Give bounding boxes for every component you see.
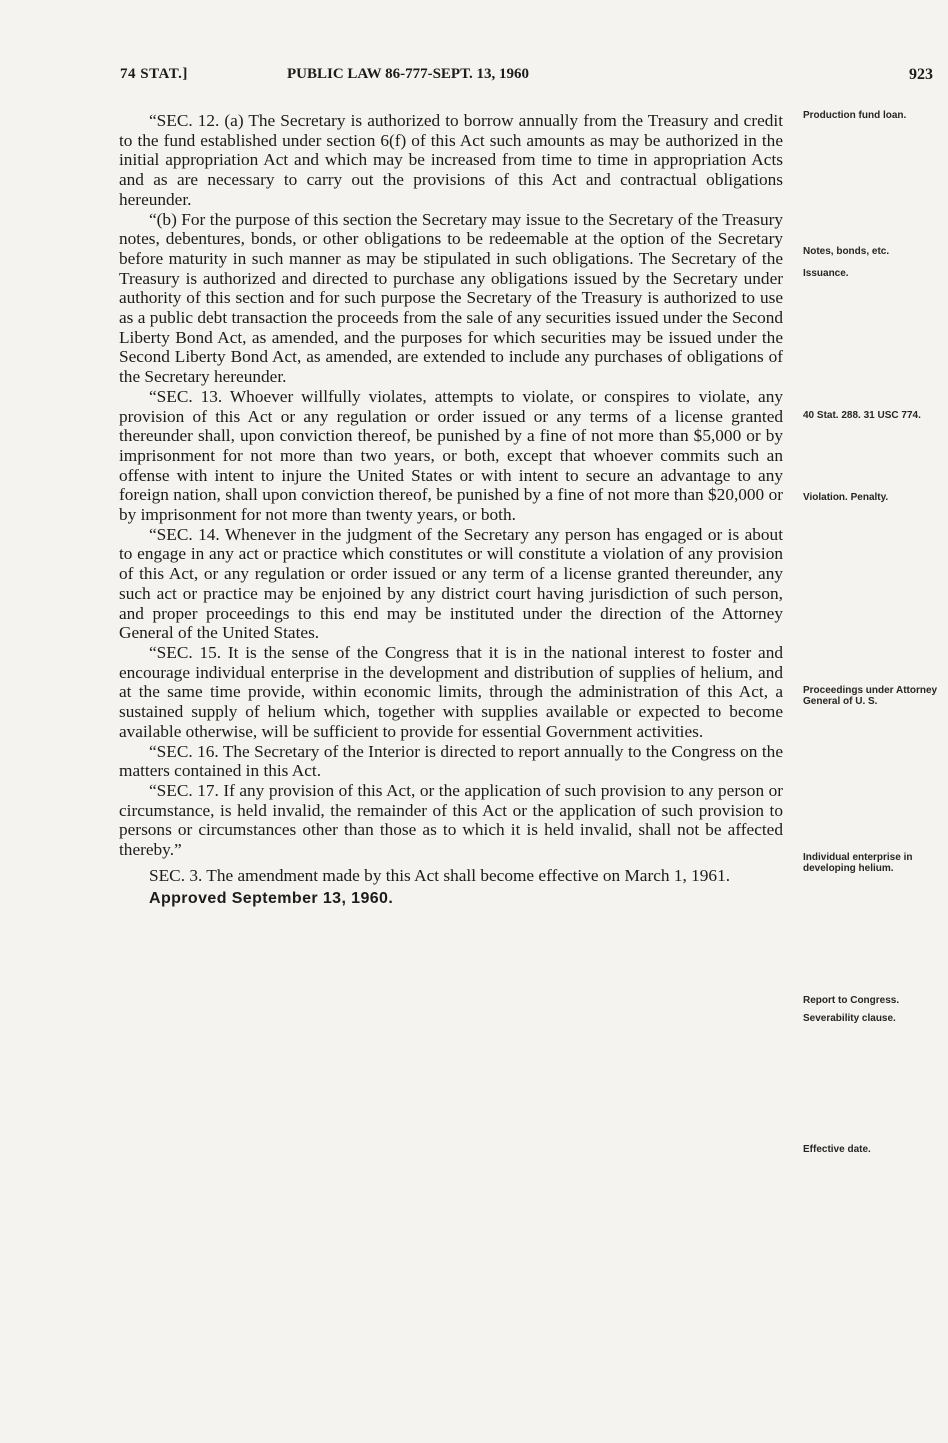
section-label: “SEC. 12. — [149, 111, 220, 130]
section-16-paragraph — [119, 742, 783, 781]
page-header — [120, 66, 935, 90]
section-text: The amendment made by this Act shall become effective on March 1, 1961. — [202, 865, 731, 885]
margin-note-effective-date: Effective date. — [803, 1144, 871, 1155]
section-text: Whenever in the judgment of the Secretary any person has engaged or is about to engage in any act or practice which constitutes or will constitute a violation of any provision of this Act, or any regulation or order issued or any term of a license granted thereunder, any such act or practice may be enjoined by any district court having jurisdiction of such person, and proper proceedings to this end may be instituted under the direction of the Attorney General of the United States. — [119, 524, 783, 643]
section-label: SEC. 3. — [149, 865, 203, 885]
running-title: PUBLIC LAW 86-777-SEPT. 13, 1960 — [287, 66, 529, 82]
section-text: If any provision of this Act, or the application of such provision to any person or circumstance, is held invalid, the remainder of this Act or the application of such provision to persons or circumstances other than those as to which it is held invalid, shall not be affected thereby.” — [119, 780, 784, 860]
section-15-paragraph — [119, 643, 783, 742]
section-13-paragraph — [119, 387, 783, 525]
margin-note-violation-penalty: Violation. Penalty. — [803, 492, 889, 503]
margin-note-notes-bonds: Notes, bonds, etc. — [803, 246, 890, 257]
section-label: “SEC. 13. — [149, 386, 223, 406]
section-text: “(b) For the purpose of this section the Secretary may issue to the Secretary of the Treasury notes, debentures, bonds, or other obligations to be redeemable at the option of the Secretary before maturity in such manner as may be stipulated in such obligations. The Secretary of the Treasury is authorized and directed to purchase any obligations issued by the Secretary under authority of this section and for such purpose the Secretary of the Treasury is authorized to use as a public debt transaction the proceeds from the sale of any securities issued under the Second Liberty Bond Act, as amended, and the purposes for which securities may be issued under the Second Liberty Bond Act, as amended, are extended to include any purchases of obligations of the Secretary hereunder. — [119, 209, 783, 387]
margin-note-proceedings: Proceedings under Attorney General of U. S. — [803, 685, 938, 707]
section-text: (a) The Secretary is authorized to borrow annually from the Treasury and credit to the fund established under section 6(f) of this Act such amounts as may be authorized in the initial appropriation Act and which may be increased from time to time in appropriation Acts and as are necessary to carry out the provisions of this Act and contractual obligations hereunder. — [119, 111, 783, 209]
section-text: It is the sense of the Congress that it is in the national interest to foster and encourage individual enterprise in the development and distribution of supplies of helium, and at the same time provide, within economic limits, through the administration of this Act, a sustained supply of helium which, together with supplies available or expected to become available otherwise, will be sufficient to provide for essential Government activities. — [119, 642, 783, 741]
section-text: Whoever willfully violates, attempts to violate, or conspires to violate, any provision of this Act or any regulation or order issued or any terms of a license granted thereunder shall, upon conviction thereof, be punished by a fine of not more than $5,000 or by imprisonment for not more than two years, or both, except that whoever commits such an offense with intent to injure the United States or with intent to secure an advantage to any foreign nation, shall upon conviction thereof, be punished by a fine of not more than $20,000 or by imprisonment for not more than twenty years, or both. — [119, 386, 783, 525]
section-12a-paragraph — [119, 111, 783, 210]
approval-line: Approved September 13, 1960. — [149, 890, 394, 908]
margin-note-severability: Severability clause. — [803, 1013, 896, 1024]
page-number: 923 — [909, 66, 933, 83]
margin-note-production-fund-loan: Production fund loan. — [803, 110, 907, 121]
section-label: “SEC. 16. — [149, 741, 219, 761]
margin-note-report-to-congress: Report to Congress. — [803, 995, 900, 1006]
margin-note-issuance: Issuance. — [803, 268, 849, 279]
section-17-paragraph — [119, 781, 783, 860]
section-label: “SEC. 15. — [149, 642, 222, 662]
section-12b-paragraph — [119, 210, 783, 387]
margin-note-individual-enterprise: Individual enterprise in developing helium. — [803, 852, 913, 874]
section-text: The Secretary of the Interior is directed to report annually to the Congress on the matters contained in this Act. — [119, 741, 783, 781]
section-14-paragraph — [119, 525, 783, 643]
statute-text — [119, 111, 783, 909]
section-label: “SEC. 14. — [149, 524, 220, 544]
margin-note-statute-citation: 40 Stat. 288. 31 USC 774. — [803, 410, 921, 421]
section-label: “SEC. 17. — [149, 780, 219, 800]
section-3-paragraph — [119, 866, 783, 886]
volume-reference: 74 STAT.] — [120, 66, 188, 82]
